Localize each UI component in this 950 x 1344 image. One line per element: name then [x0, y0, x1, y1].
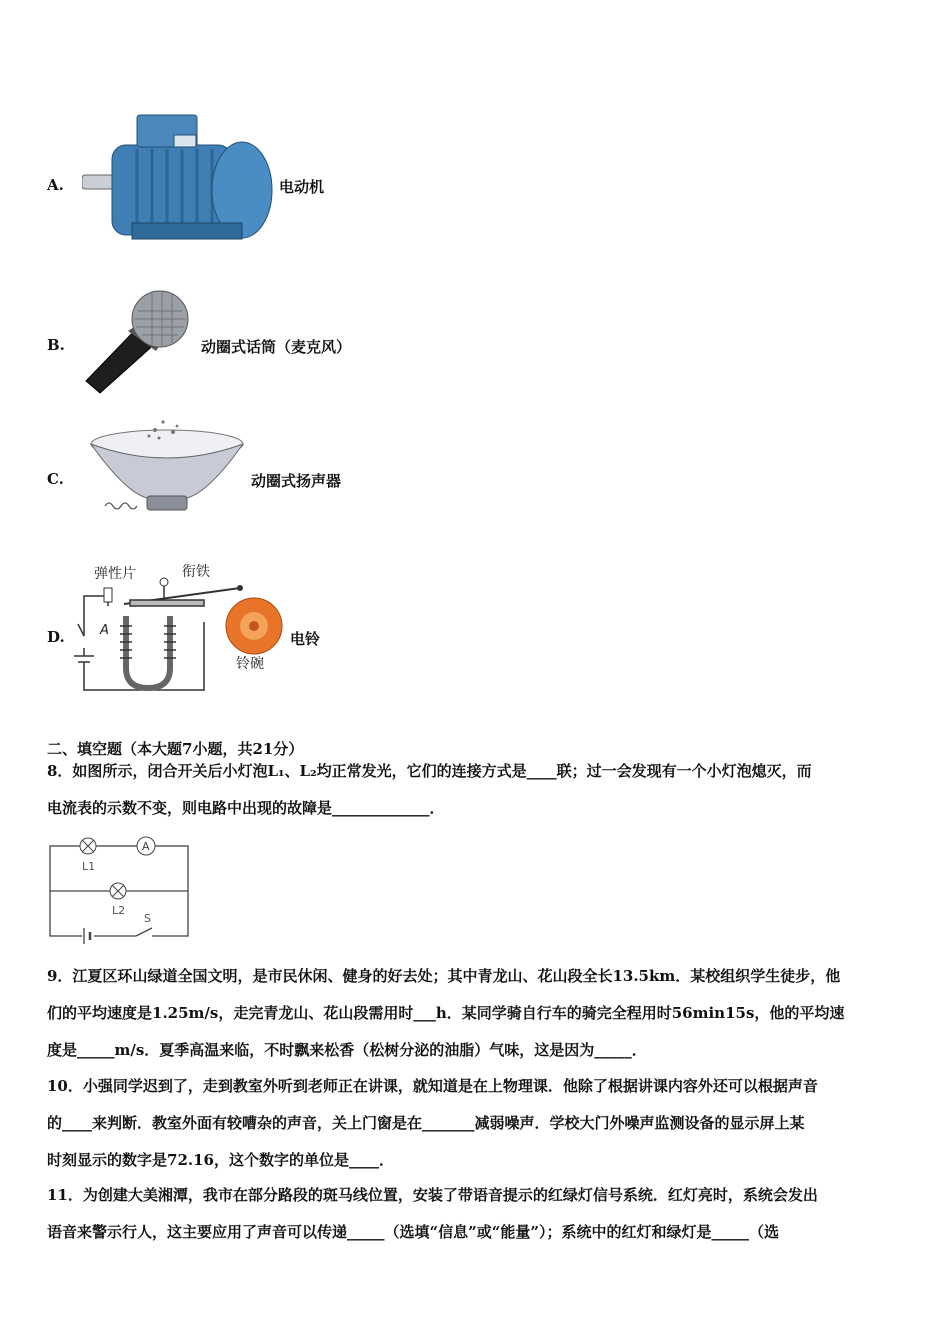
question-11-line-2: 语音来警示行人，这主要应用了声音可以传递_____（选填“信息”或“能量”）；系统中的红灯和绿灯是_____（选 [47, 1223, 780, 1241]
question-8-line-1: 8．如图所示，闭合开关后小灯泡L₁、L₂均正常发光，它们的连接方式是____联；过一会发现有一个小灯泡熄灭，而 [47, 762, 812, 780]
ammeter-label: A [142, 840, 150, 853]
question-9-line-3: 度是_____m/s．夏季高温来临，不时飘来松香（松树分泌的油脂）气味，这是因为_____． [47, 1041, 647, 1059]
speaker-wire [105, 503, 137, 509]
question-11-line-1: 11．为创建大美湘潭，我市在部分路段的斑马线位置，安装了带语音提示的红绿灯信号系统．红灯亮时，系统会发出 [47, 1186, 818, 1204]
lamp-l1-label: L1 [82, 860, 96, 873]
question-10 [47, 1068, 907, 1179]
option-d-letter: D. [47, 628, 65, 646]
question-10-line-1: 10．小强同学迟到了，走到教室外听到老师正在讲课，就知道是在上物理课．他除了根据讲课内容外还可以根据声音 [47, 1077, 818, 1095]
option-a-label: 电动机 [279, 178, 325, 196]
bell-label-bowl: 铃碗 [236, 656, 264, 672]
section-heading: 二、填空题（本大题7小题，共21分） [47, 740, 304, 758]
switch-label: S [144, 912, 151, 925]
motor-image [82, 105, 277, 245]
bell-label-spring: 弹性片 [94, 566, 136, 582]
option-b-letter: B. [47, 336, 65, 354]
option-c-label: 动圈式扬声器 [251, 472, 342, 490]
question-8 [47, 753, 907, 827]
bell-label-a: A [100, 623, 109, 638]
option-a-letter: A. [47, 176, 64, 194]
speaker-magnet [147, 496, 187, 510]
question-10-line-3: 时刻显示的数字是72.16，这个数字的单位是____． [47, 1151, 394, 1169]
speaker-image [85, 412, 250, 522]
electric-bell-diagram [68, 556, 288, 696]
question-8-line-2: 电流表的示数不变，则电路中出现的故障是_____________． [47, 799, 445, 817]
bell-u-magnet [126, 616, 170, 688]
circuit-diagram-q8 [48, 836, 193, 944]
lamp-l2-label: L2 [112, 904, 126, 917]
question-9-line-1: 9．江夏区环山绿道全国文明，是市民休闲、健身的好去处；其中青龙山、花山段全长13.5km．某校组织学生徒步，他 [47, 967, 841, 985]
option-d-label: 电铃 [290, 630, 321, 648]
question-9 [47, 958, 907, 1069]
option-b-label: 动圈式话筒（麦克风） [201, 338, 352, 356]
bell-switch [78, 624, 84, 636]
question-9-line-2: 们的平均速度是1.25m/s，走完青龙山、花山段需用时___h．某同学骑自行车的骑完全程用时56min15s，他的平均速 [47, 1004, 845, 1022]
microphone-image [78, 283, 193, 398]
question-11 [47, 1177, 907, 1251]
question-10-line-2: 的____来判断．教室外面有较嘈杂的声音，关上门窗是在_______减弱噪声．学校大门外噪声监测设备的显示屏上某 [47, 1114, 805, 1132]
motor-base [132, 223, 242, 239]
bell-label-armature: 衔铁 [182, 564, 210, 580]
option-c-letter: C. [47, 470, 64, 488]
